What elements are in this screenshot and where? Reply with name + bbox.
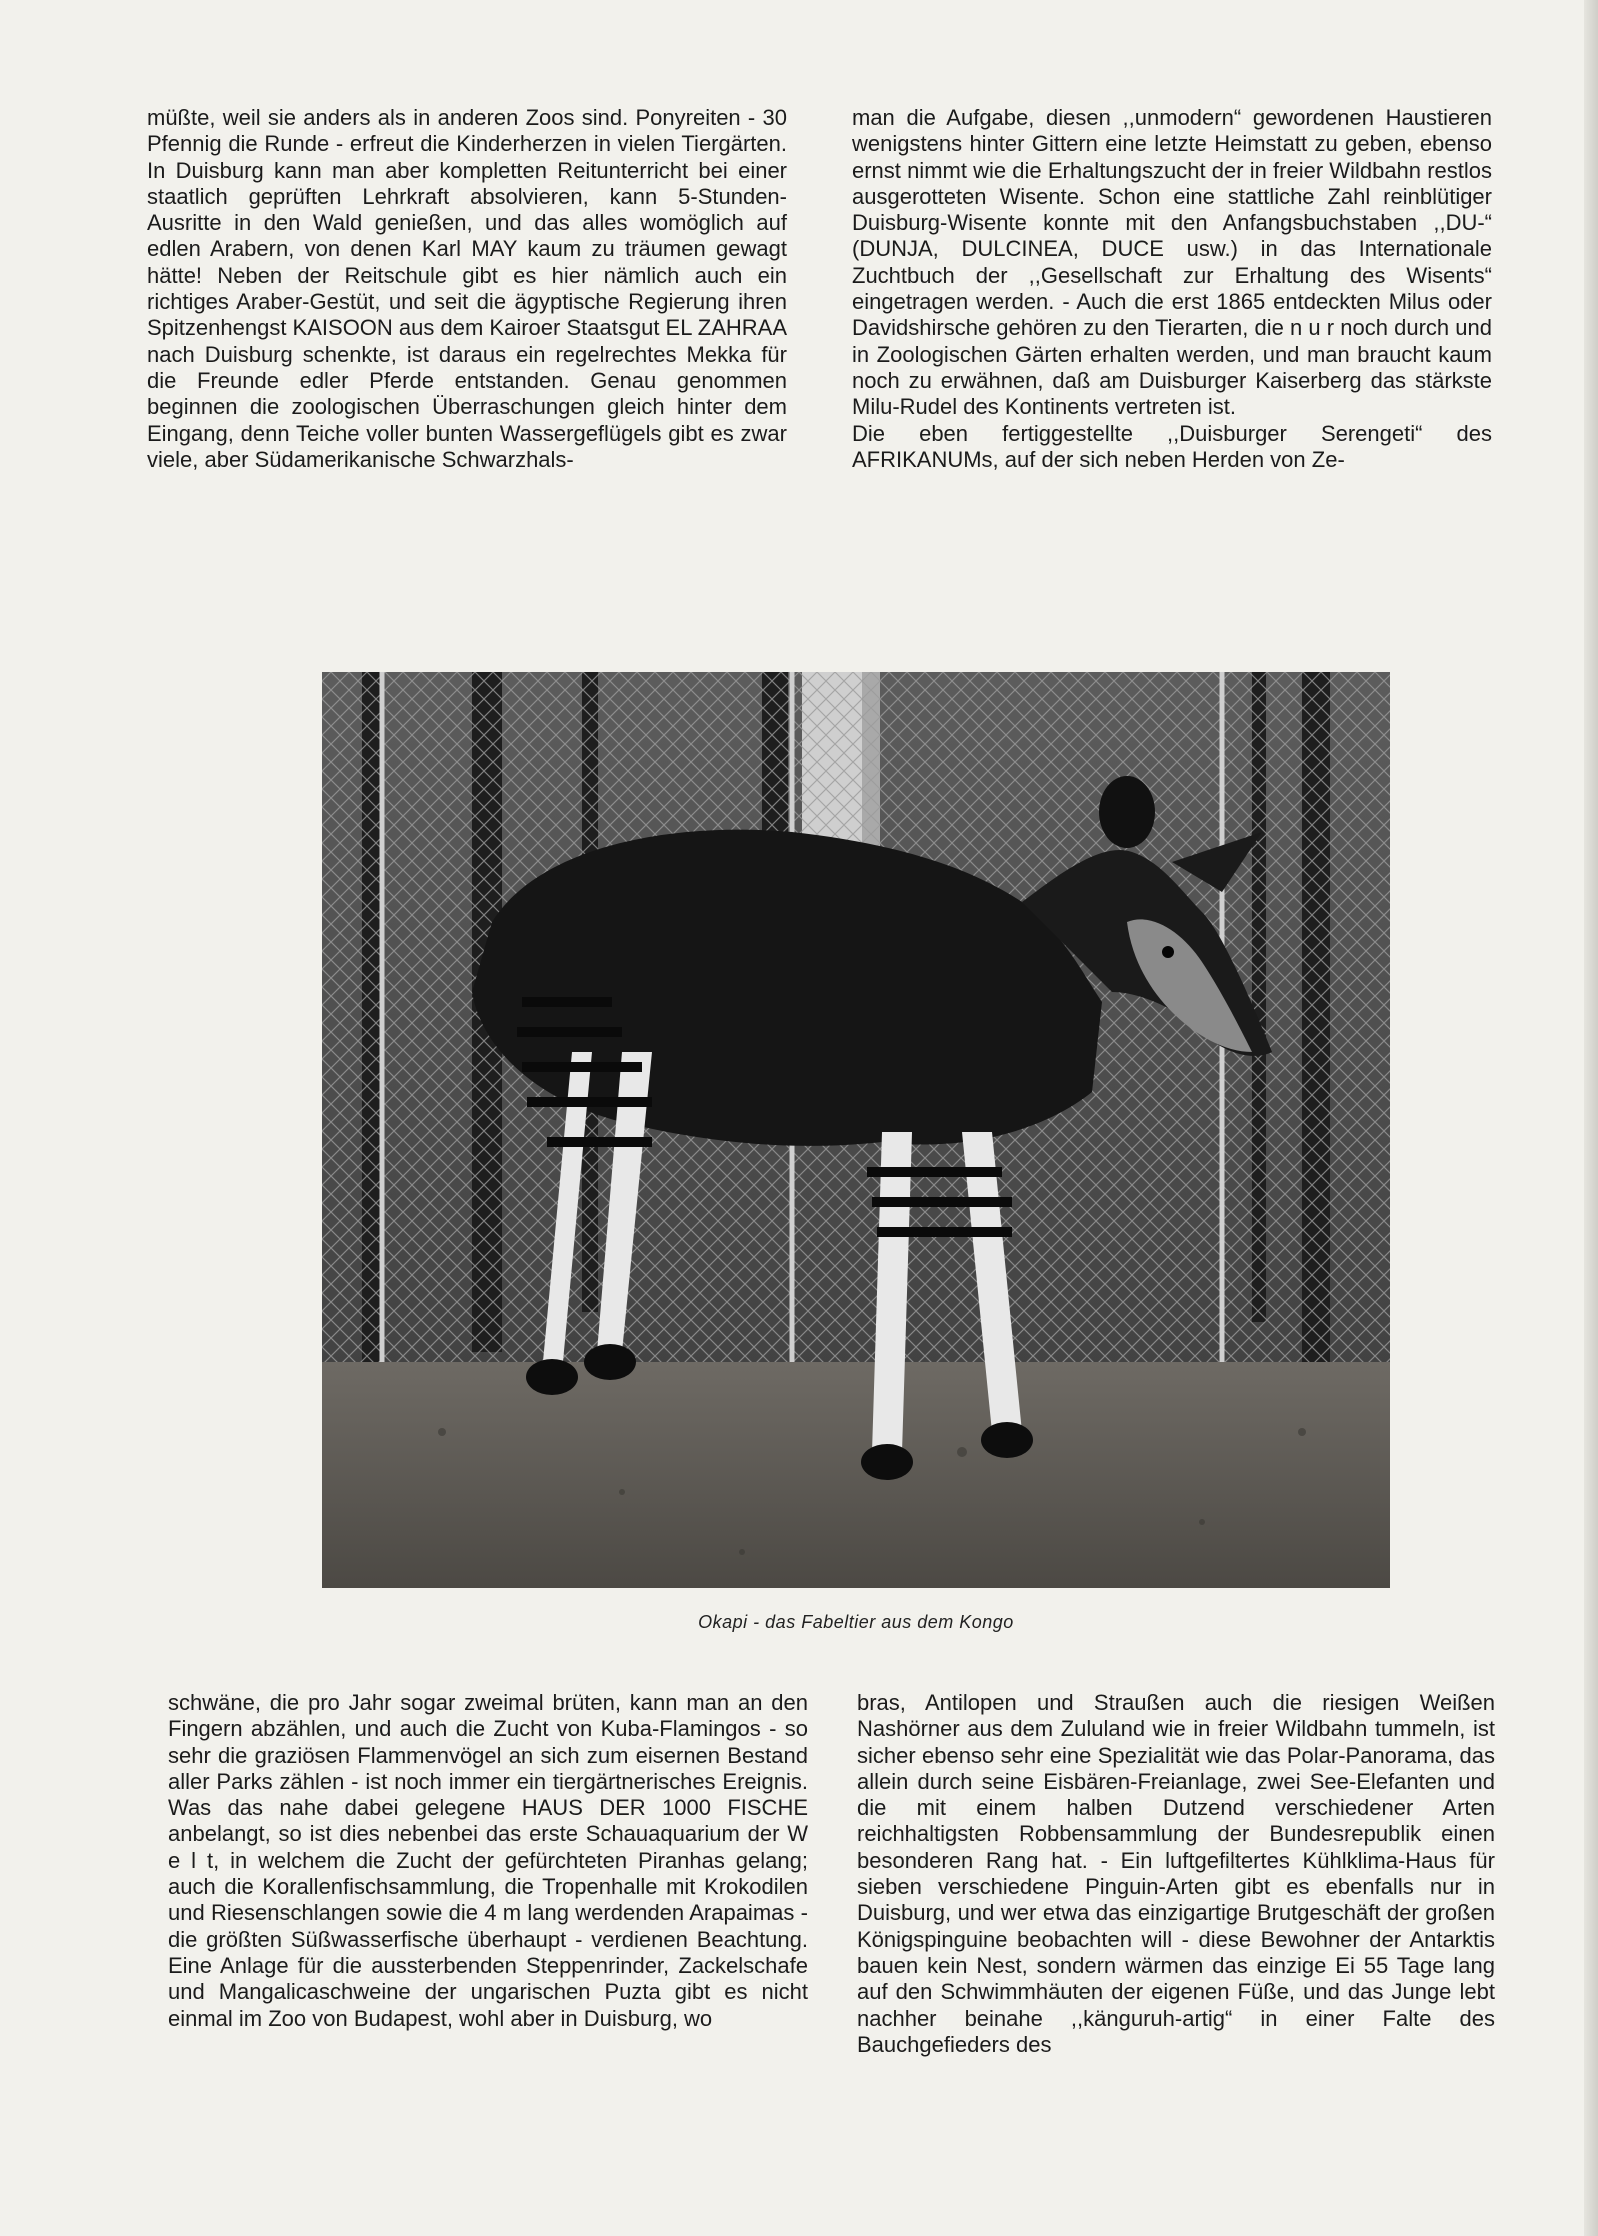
- paragraph: man die Aufgabe, diesen ,,unmodern“ gewordenen Haustieren wenigstens hinter Gittern eine letzte Heimstatt zu geben, ebenso ernst nimmt wie die Erhaltungszucht der in freier Wildbahn restlos ausgerotteten Wisente. Schon eine stattliche Zahl reinblütiger Duisburg-Wisente konnte mit den Anfangsbuchstaben ,,DU-“ (DUNJA, DULCINEA, DUCE usw.) in das Internationale Zuchtbuch der ,,Gesellschaft zur Erhaltung des Wisents“ eingetragen werden. - Auch die erst 1865 entdeckten Milus oder Davidshirsche gehören zu den Tierarten, die n u r noch durch und in Zoologischen Gärten erhalten werden, und man braucht kaum noch zu erwähnen, daß am Duisburger Kaiserberg das stärkste Milu-Rudel des Kontinents vertreten ist.: [852, 105, 1492, 420]
- text-column-top-left: [147, 105, 787, 473]
- okapi-photo: [322, 672, 1390, 1588]
- paragraph: schwäne, die pro Jahr sogar zweimal brüten, kann man an den Fingern abzählen, und auch die Zucht von Kuba-Flamingos - so sehr die graziösen Flammenvögel an sich zum eisernen Bestand aller Parks zählen - ist noch immer ein tiergärtnerisches Ereignis. Was das nahe dabei gelegene HAUS DER 1000 FISCHE anbelangt, so ist dies nebenbei das erste Schauaquarium der W e l t, in welchem die Zucht der gefürchteten Piranhas gelang; auch die Korallenfischsammlung, die Tropenhalle mit Krokodilen und Riesenschlangen sowie die 4 m lang werdenden Arapaimas - die größten Süßwasserfische überhaupt - verdienen Beachtung. Eine Anlage für die aussterbenden Steppenrinder, Zackelschafe und Mangalicaschweine der ungarischen Puzta gibt es nicht einmal im Zoo von Budapest, wohl aber in Duisburg, wo: [168, 1690, 808, 2031]
- okapi-illustration: [322, 672, 1390, 1588]
- paragraph: Die eben fertiggestellte ,,Duisburger Serengeti“ des AFRIKANUMs, auf der sich neben Herden von Ze-: [852, 420, 1492, 472]
- photo-caption: Okapi - das Fabeltier aus dem Kongo: [698, 1612, 1014, 1632]
- page-edge: [1584, 0, 1598, 2236]
- text-column-bottom-left: [168, 1690, 808, 2032]
- text-column-top-right: [852, 105, 1492, 473]
- paragraph: müßte, weil sie anders als in anderen Zoos sind. Ponyreiten - 30 Pfennig die Runde - erfreut die Kinderherzen in vielen Tiergärten. In Duisburg kann man aber kompletten Reitunterricht bei einer staatlich geprüften Lehrkraft absolvieren, kann 5-Stunden-Ausritte in den Wald genießen, und das alles womöglich auf edlen Arabern, von denen Karl MAY kaum zu träumen gewagt hätte! Neben der Reitschule gibt es hier nämlich auch ein richtiges Araber-Gestüt, und seit die ägyptische Regierung ihren Spitzenhengst KAISOON aus dem Kairoer Staatsgut EL ZAHRAA nach Duisburg schenkte, ist daraus ein regelrechtes Mekka für die Freunde edler Pferde entstanden. Genau genommen beginnen die zoologischen Überraschungen gleich hinter dem Eingang, denn Teiche voller bunten Wassergeflügels gibt es zwar viele, aber Südamerikanische Schwarzhals-: [147, 105, 787, 472]
- paragraph: bras, Antilopen und Straußen auch die riesigen Weißen Nashörner aus dem Zululand wie in freier Wildbahn tummeln, ist sicher ebenso sehr eine Spezialität wie das Polar-Panorama, das allein durch seine Eisbären-Freianlage, zwei See-Elefanten und die mit einem halben Dutzend verschiedener Arten reichhaltigsten Robbensammlung der Bundesrepublik einen besonderen Rang hat. - Ein luftgefiltertes Kühlklima-Haus für sieben verschiedene Pinguin-Arten gibt es ebenfalls nur in Duisburg, und wer etwa das einzigartige Brutgeschäft der großen Königspinguine beobachten will - diese Bewohner der Antarktis bauen kein Nest, sondern wärmen das einzige Ei 55 Tage lang auf den Schwimmhäuten der eigenen Füße, und das Junge lebt nachher beinahe ,,känguruh-artig“ in einer Falte des Bauchgefieders des: [857, 1690, 1495, 2057]
- text-column-bottom-right: [857, 1690, 1495, 2058]
